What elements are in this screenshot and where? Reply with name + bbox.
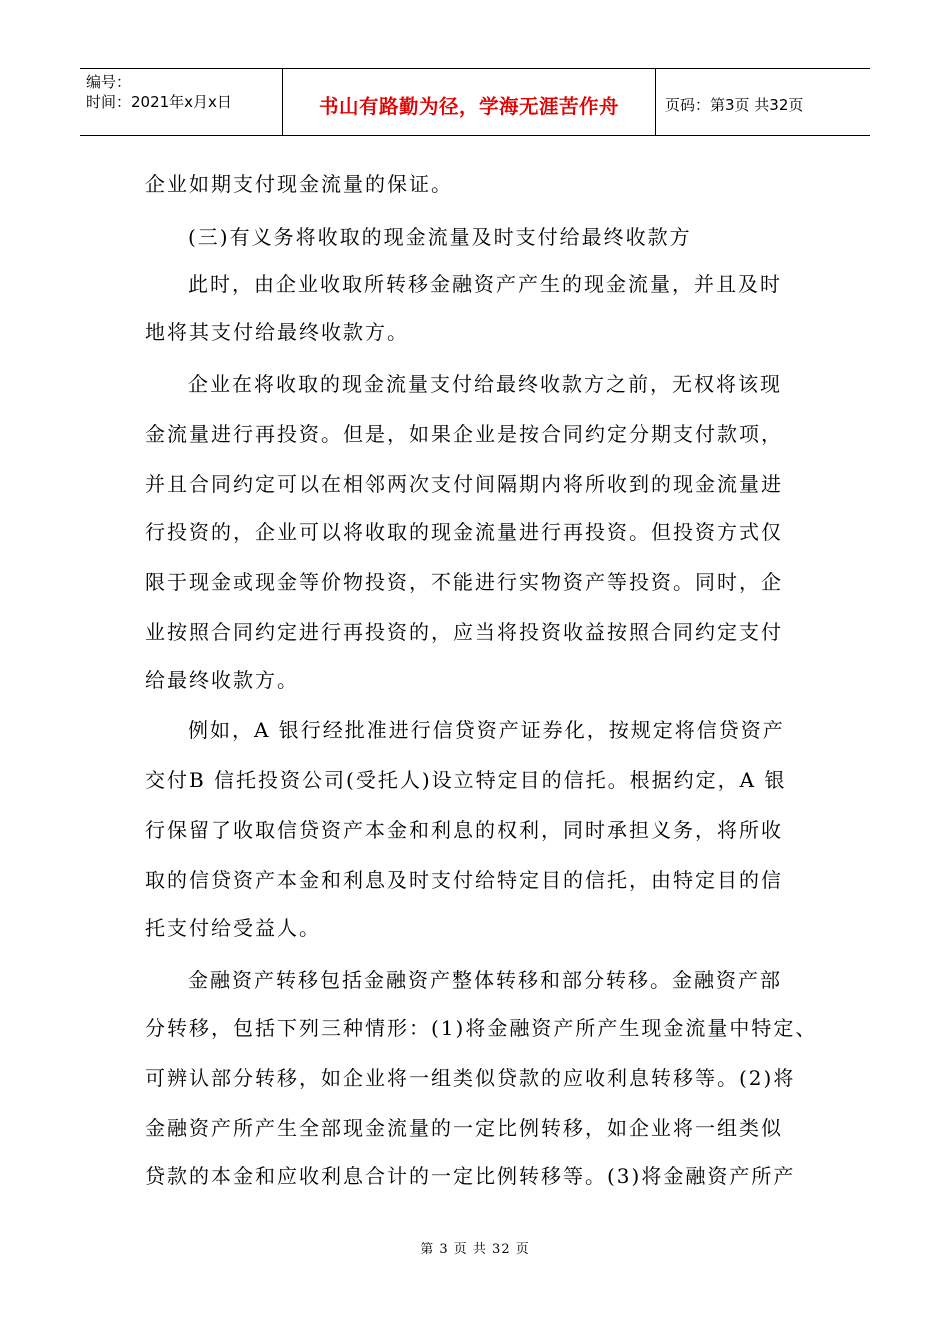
body-line: 例如，A 银行经批准进行信贷资产证券化，按规定将信贷资产: [188, 718, 785, 742]
header-meta: [80, 69, 282, 135]
body-line: 交付B 信托投资公司(受托人)设立特定目的信托。根据约定，A 银: [145, 768, 787, 792]
body-line: 金融资产所产生全部现金流量的一定比例转移，如企业将一组类似: [145, 1116, 783, 1140]
body-line: 给最终收款方。: [145, 668, 299, 692]
body-line: 并且合同约定可以在相邻两次支付间隔期内将所收到的现金流量进: [145, 472, 783, 496]
body-line: 贷款的本金和应收利息合计的一定比例转移等。(3)将金融资产所产: [145, 1164, 796, 1188]
body-line: 金融资产转移包括金融资产整体转移和部分转移。金融资产部: [188, 968, 782, 992]
body-line: 企业如期支付现金流量的保证。: [145, 172, 453, 196]
body-line: 业按照合同约定进行再投资的，应当将投资收益按照合同约定支付: [145, 620, 783, 644]
header-page-info: 页码：第3页 共32页: [665, 95, 804, 114]
page-footer: 第 3 页 共 32 页: [420, 1242, 530, 1257]
document-header: [80, 68, 870, 136]
body-line: 此时，由企业收取所转移金融资产产生的现金流量，并且及时: [188, 272, 782, 296]
body-line: 金流量进行再投资。但是，如果企业是按合同约定分期支付款项，: [145, 422, 783, 446]
header-time-label: 时间：2021年x月x日: [86, 93, 232, 111]
body-line: 分转移，包括下列三种情形：(1)将金融资产所产生现金流量中特定、: [145, 1016, 818, 1040]
header-motto: 书山有路勤为径，学海无涯苦作舟: [318, 95, 619, 118]
body-line: 地将其支付给最终收款方。: [145, 320, 409, 344]
body-line: (三)有义务将收取的现金流量及时支付给最终收款方: [188, 225, 692, 249]
body-line: 限于现金或现金等价物投资，不能进行实物资产等投资。同时，企: [145, 570, 783, 594]
header-divider: [655, 69, 656, 135]
body-line: 企业在将收取的现金流量支付给最终收款方之前，无权将该现: [188, 372, 782, 396]
body-line: 取的信贷资产本金和利息及时支付给特定目的信托，由特定目的信: [145, 868, 783, 892]
body-line: 行投资的，企业可以将收取的现金流量进行再投资。但投资方式仅: [145, 520, 783, 544]
header-number-label: 编号：: [86, 73, 132, 91]
body-line: 可辨认部分转移，如企业将一组类似贷款的应收利息转移等。(2)将: [145, 1066, 796, 1090]
body-line: 托支付给受益人。: [145, 916, 321, 940]
body-line: 行保留了收取信贷资产本金和利息的权利，同时承担义务，将所收: [145, 818, 783, 842]
